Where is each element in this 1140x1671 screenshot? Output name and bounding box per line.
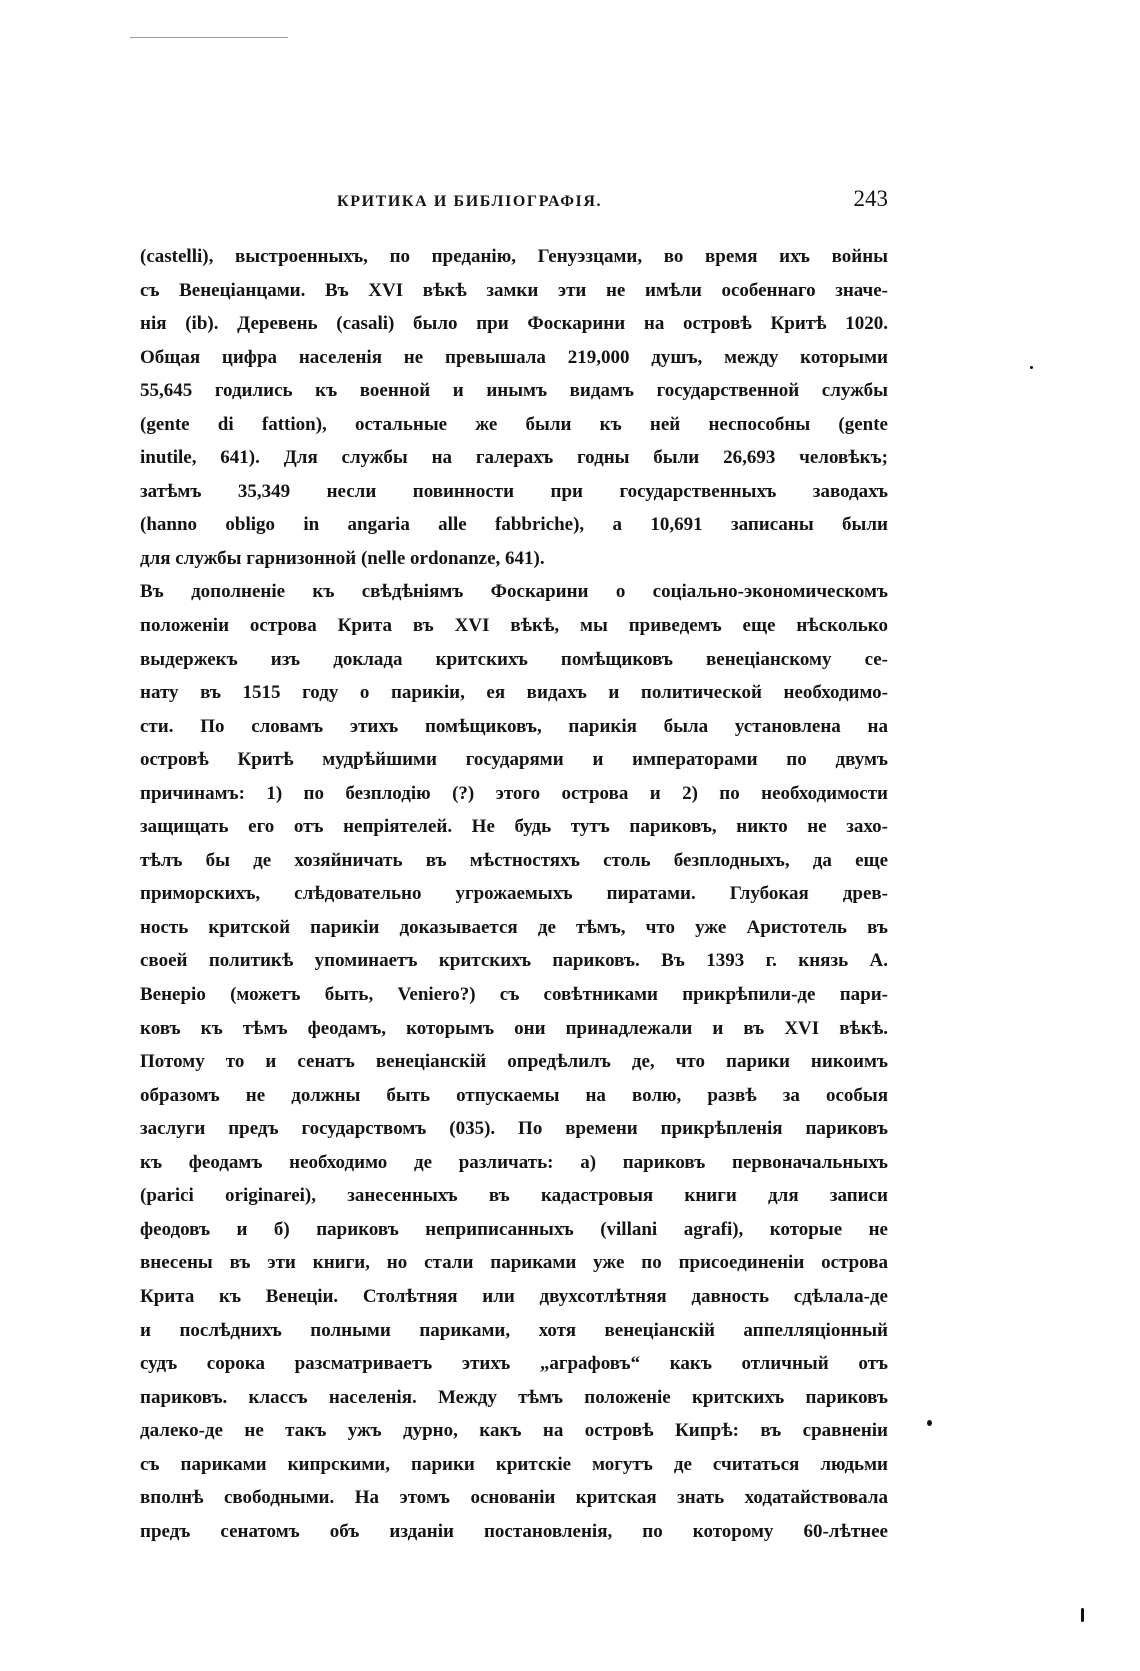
text-line: Въ дополненіе къ свѣдѣніямъ Фоскарини о соціально-экономическомъ xyxy=(140,581,888,603)
text-line: Общая цифра населенія не превышала 219,000 душъ, между которыми xyxy=(140,346,888,368)
text-line: причинамъ: 1) по безплодію (?) этого острова и 2) по необходимости xyxy=(140,782,888,804)
text-line: Потому то и сенатъ венеціанскій опредѣлилъ де, что парики никоимъ xyxy=(140,1051,888,1073)
text-line: (hanno obligo in angaria alle fabbriche), а 10,691 записаны были xyxy=(140,514,888,536)
text-line: внесены въ эти книги, но стали париками уже по присоединеніи острова xyxy=(140,1252,888,1274)
ink-speck xyxy=(927,1420,932,1426)
text-line: Крита къ Венеціи. Столѣтняя или двухсотлѣтняя давность сдѣлала-де xyxy=(140,1285,888,1307)
text-line: съ Венеціанцами. Въ XVI вѣкѣ замки эти не имѣли особеннаго значе- xyxy=(140,279,888,301)
running-head xyxy=(140,186,888,226)
text-line: тѣлъ бы де хозяйничать въ мѣстностяхъ столь безплодныхъ, да еще xyxy=(140,849,888,871)
text-line: феодовъ и б) париковъ неприписанныхъ (villani agrafi), которые не xyxy=(140,1218,888,1240)
text-line: заслуги предъ государствомъ (035). По времени прикрѣпленія париковъ xyxy=(140,1118,888,1140)
text-line: нія (ib). Деревень (casali) было при Фоскарини на островѣ Критѣ 1020. xyxy=(140,313,888,335)
text-line: париковъ. классъ населенія. Между тѣмъ положеніе критскихъ париковъ xyxy=(140,1386,888,1408)
top-edge-rule xyxy=(130,37,288,38)
text-line: затѣмъ 35,349 несли повинности при государственныхъ заводахъ xyxy=(140,480,888,502)
text-line: къ феодамъ необходимо де различать: а) париковъ первоначальныхъ xyxy=(140,1151,888,1173)
ink-speck xyxy=(1081,1608,1084,1622)
text-line: предъ сенатомъ объ изданіи постановленія, по которому 60-лѣтнее xyxy=(140,1520,888,1542)
text-line: inutile, 641). Для службы на галерахъ годны были 26,693 человѣкъ; xyxy=(140,447,888,469)
text-line: (castelli), выстроенныхъ, по преданію, Генуэзцами, во время ихъ войны xyxy=(140,246,888,267)
text-line: далеко-де не такъ ужъ дурно, какъ на островѣ Кипрѣ: въ сравненіи xyxy=(140,1420,888,1442)
text-line: Венеріо (можетъ быть, Veniero?) съ совѣтниками прикрѣпили-де пари- xyxy=(140,984,888,1006)
text-line: своей политикѣ упоминаетъ критскихъ париковъ. Въ 1393 г. князь А. xyxy=(140,950,888,972)
text-line: ность критской парикіи доказывается де тѣмъ, что уже Аристотель въ xyxy=(140,916,888,938)
text-line: судъ сорока разсматриваетъ этихъ „аграфовъ“ какъ отличный отъ xyxy=(140,1353,888,1375)
text-line: 55,645 годились къ военной и инымъ видамъ государственной службы xyxy=(140,380,888,402)
text-line: вполнѣ свободными. На этомъ основаніи критская знать ходатайствовала xyxy=(140,1487,888,1509)
body-text xyxy=(140,240,888,1548)
text-line: положеніи острова Крита въ XVI вѣкѣ, мы приведемъ еще нѣсколько xyxy=(140,615,888,637)
paragraph-end-line: для службы гарнизонной (nelle ordonanze, 641). xyxy=(140,547,545,569)
text-line: нату въ 1515 году о парикіи, ея видахъ и политической необходимо- xyxy=(140,682,888,704)
text-line: сти. По словамъ этихъ помѣщиковъ, парикія была установлена на xyxy=(140,715,888,737)
text-line: островѣ Критѣ мудрѣйшими государями и императорами по двумъ xyxy=(140,749,888,771)
text-line: защищать его отъ непріятелей. Не будь тутъ париковъ, никто не захо- xyxy=(140,816,888,838)
text-line: съ париками кипрскими, парики критскіе могутъ де считаться людьми xyxy=(140,1453,888,1475)
text-line: приморскихъ, слѣдовательно угрожаемыхъ пиратами. Глубокая древ- xyxy=(140,883,888,905)
text-line: (parici originarei), занесенныхъ въ кадастровыя книги для записи xyxy=(140,1185,888,1207)
text-line: ковъ къ тѣмъ феодамъ, которымъ они принадлежали и въ XVI вѣкѣ. xyxy=(140,1017,888,1039)
text-line: выдержекъ изъ доклада критскихъ помѣщиковъ венеціанскому се- xyxy=(140,648,888,670)
ink-speck xyxy=(1030,366,1033,369)
text-line: (gente di fattion), остальные же были къ ней неспособны (gente xyxy=(140,413,888,435)
text-line: образомъ не должны быть отпускаемы на волю, развѣ за особыя xyxy=(140,1084,888,1106)
running-title: КРИТИКА И БИБЛІОГРАФІЯ. xyxy=(337,193,603,210)
page-number: 243 xyxy=(853,186,888,211)
text-line: и послѣднихъ полными париками, хотя венеціанскій аппелляціонный xyxy=(140,1319,888,1341)
